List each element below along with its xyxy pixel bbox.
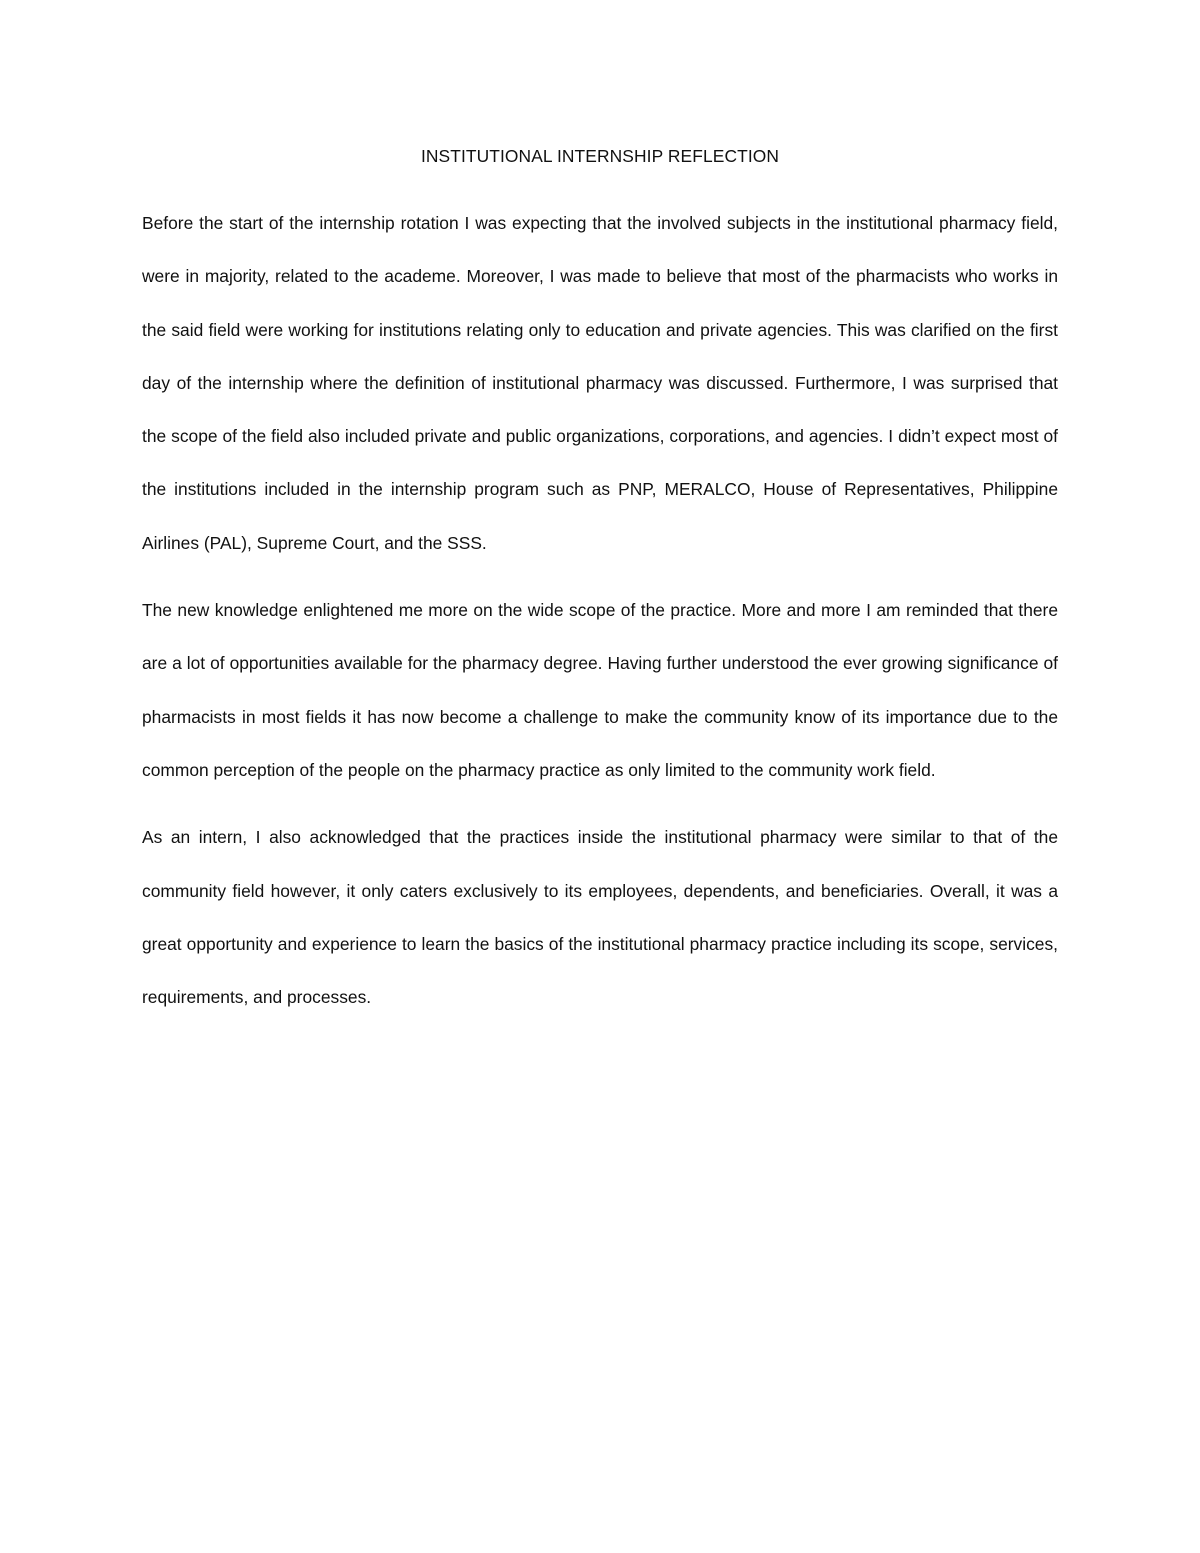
paragraph-2: The new knowledge enlightened me more on the wide scope of the practice. More and more I am reminded that there are a lot of opportunities available for the pharmacy degree. Having further understood the ever growing significance of pharmacists in most fields it has now become a challenge to make the community know of its importance due to the common perception of the people on the pharmacy practice as only limited to the community work field. — [142, 600, 1058, 780]
paragraph-3: As an intern, I also acknowledged that the practices inside the institutional pharmacy were similar to that of the community field however, it only caters exclusively to its employees, dependents, and beneficiaries. Overall, it was a great opportunity and experience to learn the basics of the institutional pharmacy practice including its scope, services, requirements, and processes. — [142, 827, 1058, 1008]
document-title: INSTITUTIONAL INTERNSHIP REFLECTION — [420, 146, 780, 166]
paragraph-1: Before the start of the internship rotation I was expecting that the involved subjects in the institutional pharmacy field, were in majority, related to the academe. Moreover, I was made to believe that most of the pharmacists who works in the said field were working for institutions relating only to education and private agencies. This was clarified on the first day of the internship where the definition of institutional pharmacy was discussed. Furthermore, I was surprised that the scope of the field also included private and public organizations, corporations, and agencies. I didn’t expect most of the institutions included in the internship program such as PNP, MERALCO, House of Representatives, Philippine Airlines (PAL), Supreme Court, and the SSS. — [142, 213, 1058, 553]
document-body — [142, 143, 1058, 1024]
